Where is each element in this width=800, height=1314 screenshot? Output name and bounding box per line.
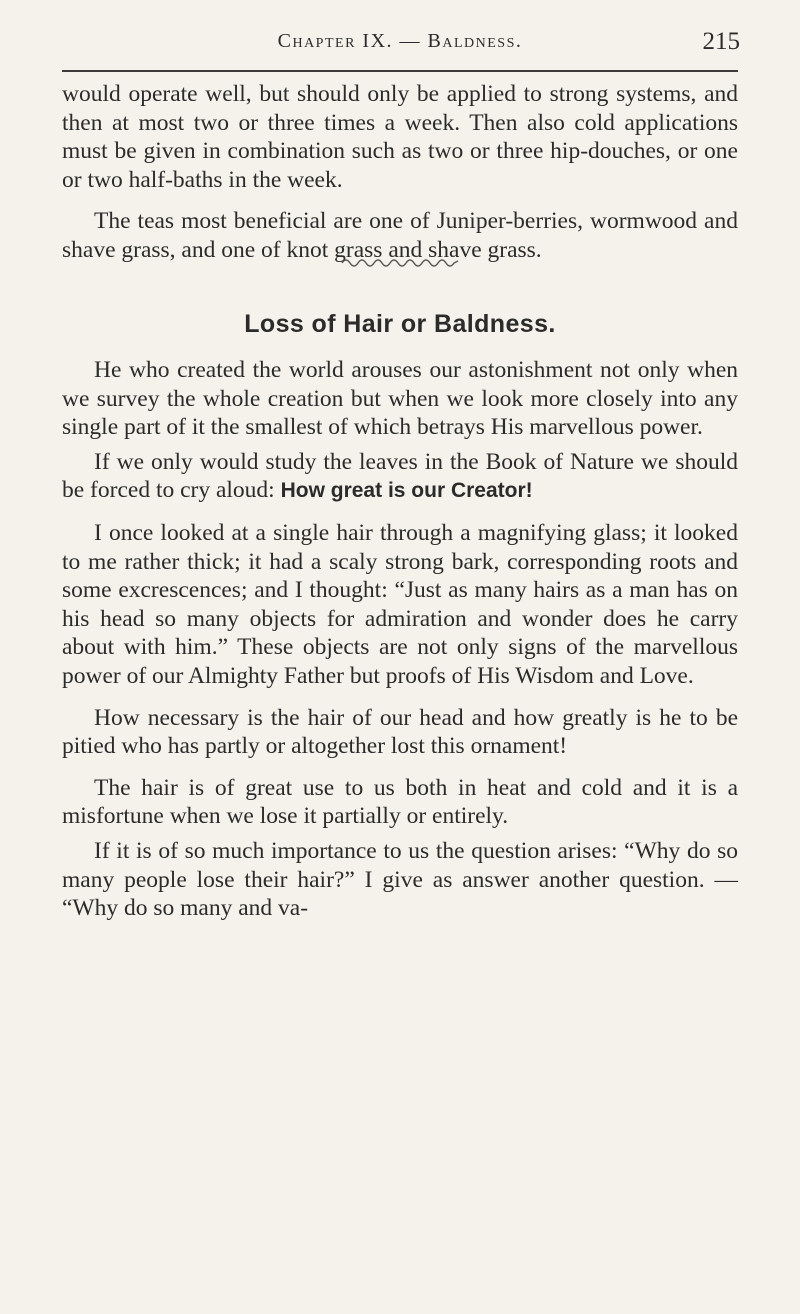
paragraph-magnifying-glass: I once looked at a single hair through a magnifying glass; it looked to me rather thick; it had a scaly strong bark, corresponding roots and some excrescences; and I thought: “Just as many hairs as a man has on his head so many objects for admiration and wonder does he carry about with him.” These objects are not only signs of the marvellous power of our Almighty Father but proofs of His Wisdom and Love. [62,519,738,689]
page-number: 215 [702,28,740,55]
paragraph-book-of-nature-text: If we only would study the leaves in the Book of Nature we should be forced to cry aloud: [62,448,738,504]
running-title: Chapter IX. — Baldness. [277,30,523,52]
paragraph-continued: would operate well, but should only be applied to strong systems, and then at most two or three times a week. Then also cold applications must be given in combination such as two or three hip-douches, or one or two half-baths in the week. [62,81,738,193]
paragraph-use-of-hair: The hair is of great use to us both in heat and cold and it is a misfortune when we lose it partially or entirely. [62,774,738,830]
paragraph-teas: The teas most beneficial are one of Juniper-berries, wormwood and shave grass, and one of knot grass and shave grass. [62,208,738,263]
emphasis-text: How great is our Creator! [280,479,533,503]
header-rule [62,70,738,72]
running-head [60,28,740,58]
top-text-block [62,80,738,265]
paragraph-necessary: How necessary is the hair of our head and how greatly is he to be pitied who has partly or altogether lost this ornament! [62,704,738,760]
paragraph-creation: He who created the world arouses our astonishment not only when we survey the whole creation but when we look more closely into any single part of it the smallest of which betrays His marvellous power. [62,357,738,441]
section-text-block [62,356,738,923]
paragraph-question: If it is of so much importance to us the question arises: “Why do so many people lose their hair?” I give as answer another question. — “Why do so many and va- [62,837,738,922]
paragraph-book-of-nature [62,448,738,506]
section-heading: Loss of Hair or Baldness. [244,310,556,338]
ornament-divider [340,254,460,268]
